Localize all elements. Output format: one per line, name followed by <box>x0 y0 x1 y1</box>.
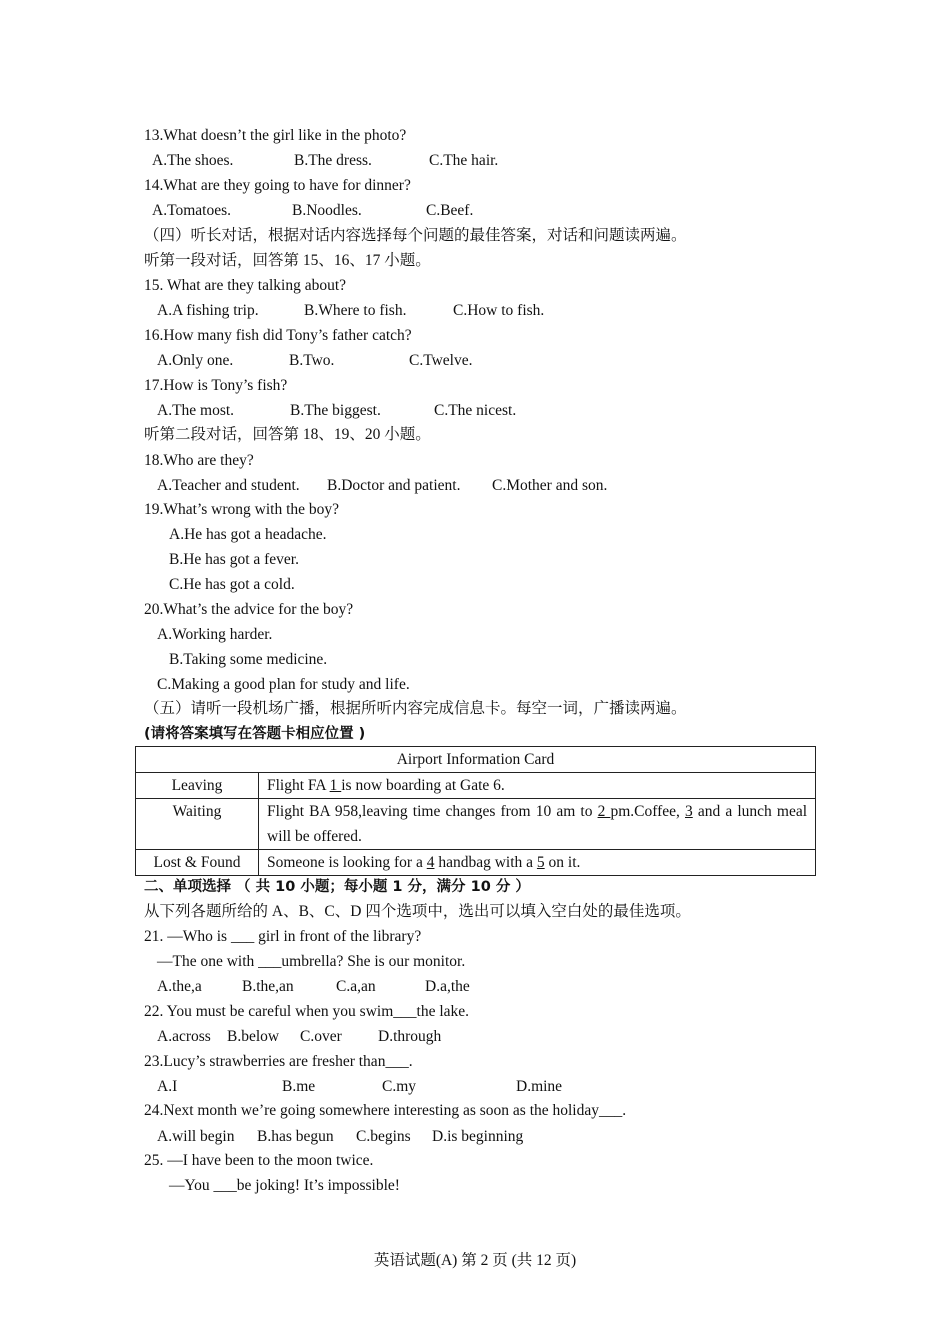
q22-option-a: A.across <box>157 1028 211 1045</box>
q20-option-b: B.Taking some medicine. <box>169 651 328 668</box>
card-label-lost: Lost & Found <box>136 850 259 876</box>
q21-option-d: D.a,the <box>425 978 470 995</box>
q19-stem: 19.What’s wrong with the boy? <box>144 501 340 518</box>
q22-option-c: C.over <box>300 1028 342 1045</box>
section2-title: 二、单项选择 （ 共 10 小题；每小题 1 分，满分 10 分 ） <box>144 879 530 895</box>
q17-option-b: B.The biggest. <box>290 402 381 419</box>
card-title-row <box>136 747 816 773</box>
q14-option-a: A.Tomatoes. <box>152 202 231 219</box>
q18-option-b: B.Doctor and patient. <box>327 477 461 494</box>
q24-option-b: B.has begun <box>257 1128 334 1145</box>
q18-option-a: A.Teacher and student. <box>157 477 300 494</box>
q13-option-b: B.The dress. <box>294 152 372 169</box>
q21-option-b: B.the,an <box>242 978 294 995</box>
blank-4: 4 <box>426 854 435 871</box>
part5-note: (请将答案填写在答题卡相应位置 ) <box>144 726 366 742</box>
q20-option-a: A.Working harder. <box>157 626 273 643</box>
blank-2: 2 <box>597 803 611 820</box>
lost-text-post: on it. <box>544 854 581 871</box>
card-value-leaving <box>259 773 816 799</box>
q23-option-a: A.I <box>157 1078 178 1095</box>
card-row-lost <box>136 850 816 876</box>
card-value-waiting <box>259 799 816 850</box>
q16-option-a: A.Only one. <box>157 352 234 369</box>
blank-5: 5 <box>536 854 545 871</box>
q22-option-d: D.through <box>378 1028 442 1045</box>
q23-option-c: C.my <box>382 1078 417 1095</box>
airport-info-card <box>135 746 816 876</box>
lost-text-mid: handbag with a <box>434 854 537 871</box>
q25-stem-reply: —You ___be joking! It’s impossible! <box>169 1177 400 1194</box>
q25-stem: 25. —I have been to the moon twice. <box>144 1152 374 1169</box>
waiting-text-post: and a lunch meal will be offered. <box>267 803 808 845</box>
q17-stem: 17.How is Tony’s fish? <box>144 377 288 394</box>
leaving-text-pre: Flight FA <box>267 777 330 794</box>
blank-3: 3 <box>685 803 693 820</box>
card-label-waiting: Waiting <box>136 799 259 850</box>
q22-option-b: B.below <box>227 1028 280 1045</box>
waiting-text-mid: pm.Coffee, <box>610 803 685 820</box>
q20-stem: 20.What’s the advice for the boy? <box>144 601 354 618</box>
part5-title: （五）请听一段机场广播，根据所听内容完成信息卡。每空一词，广播读两遍。 <box>144 700 687 717</box>
q16-stem: 16.How many fish did Tony’s father catch? <box>144 327 412 344</box>
q15-stem: 15. What are they talking about? <box>144 277 347 294</box>
q13-option-a: A.The shoes. <box>152 152 234 169</box>
q14-stem: 14.What are they going to have for dinner? <box>144 177 411 194</box>
card-title: Airport Information Card <box>136 747 816 773</box>
q24-stem: 24.Next month we’re going somewhere interesting as soon as the holiday___. <box>144 1102 627 1119</box>
q21-stem: 21. —Who is ___ girl in front of the library? <box>144 928 422 945</box>
q16-option-c: C.Twelve. <box>409 352 473 369</box>
q16-option-b: B.Two. <box>289 352 335 369</box>
part4-title: （四）听长对话，根据对话内容选择每个问题的最佳答案，对话和问题读两遍。 <box>144 227 687 244</box>
q21-option-c: C.a,an <box>336 978 376 995</box>
q19-option-c: C.He has got a cold. <box>169 576 295 593</box>
q24-option-d: D.is beginning <box>432 1128 524 1145</box>
q24-option-a: A.will begin <box>157 1128 235 1145</box>
leaving-text-post: is now boarding at Gate 6. <box>341 777 505 794</box>
q19-option-a: A.He has got a headache. <box>169 526 327 543</box>
q20-option-c: C.Making a good plan for study and life. <box>157 676 410 693</box>
q21-option-a: A.the,a <box>157 978 202 995</box>
q23-option-b: B.me <box>282 1078 316 1095</box>
blank-1: 1 <box>329 777 342 794</box>
q17-option-c: C.The nicest. <box>434 402 517 419</box>
q15-option-c: C.How to fish. <box>453 302 545 319</box>
waiting-text-pre: Flight BA 958,leaving time changes from 10 am to <box>267 803 598 820</box>
page-footer: 英语试题(A) 第 2 页 (共 12 页) <box>373 1252 577 1269</box>
q22-stem: 22. You must be careful when you swim___the lake. <box>144 1003 470 1020</box>
q23-stem: 23.Lucy’s strawberries are fresher than___. <box>144 1053 413 1070</box>
q23-option-d: D.mine <box>516 1078 563 1095</box>
q15-option-b: B.Where to fish. <box>304 302 407 319</box>
dialog2-intro: 听第二段对话，回答第 18、19、20 小题。 <box>144 426 431 443</box>
card-row-leaving <box>136 773 816 799</box>
q17-option-a: A.The most. <box>157 402 235 419</box>
lost-text-pre: Someone is looking for a <box>267 854 427 871</box>
q14-option-b: B.Noodles. <box>292 202 362 219</box>
q21-stem-reply: —The one with ___umbrella? She is our monitor. <box>157 953 466 970</box>
q19-option-b: B.He has got a fever. <box>169 551 299 568</box>
q24-option-c: C.begins <box>356 1128 411 1145</box>
card-label-leaving: Leaving <box>136 773 259 799</box>
q18-option-c: C.Mother and son. <box>492 477 608 494</box>
card-row-waiting <box>136 799 816 850</box>
q14-option-c: C.Beef. <box>426 202 474 219</box>
dialog1-intro: 听第一段对话，回答第 15、16、17 小题。 <box>144 252 431 269</box>
section2-instructions: 从下列各题所给的 A、B、C、D 四个选项中，选出可以填入空白处的最佳选项。 <box>144 903 691 920</box>
q13-stem: 13.What doesn’t the girl like in the photo? <box>144 127 407 144</box>
q18-stem: 18.Who are they? <box>144 452 254 469</box>
q13-option-c: C.The hair. <box>429 152 499 169</box>
card-value-lost <box>259 850 816 876</box>
q15-option-a: A.A fishing trip. <box>157 302 259 319</box>
